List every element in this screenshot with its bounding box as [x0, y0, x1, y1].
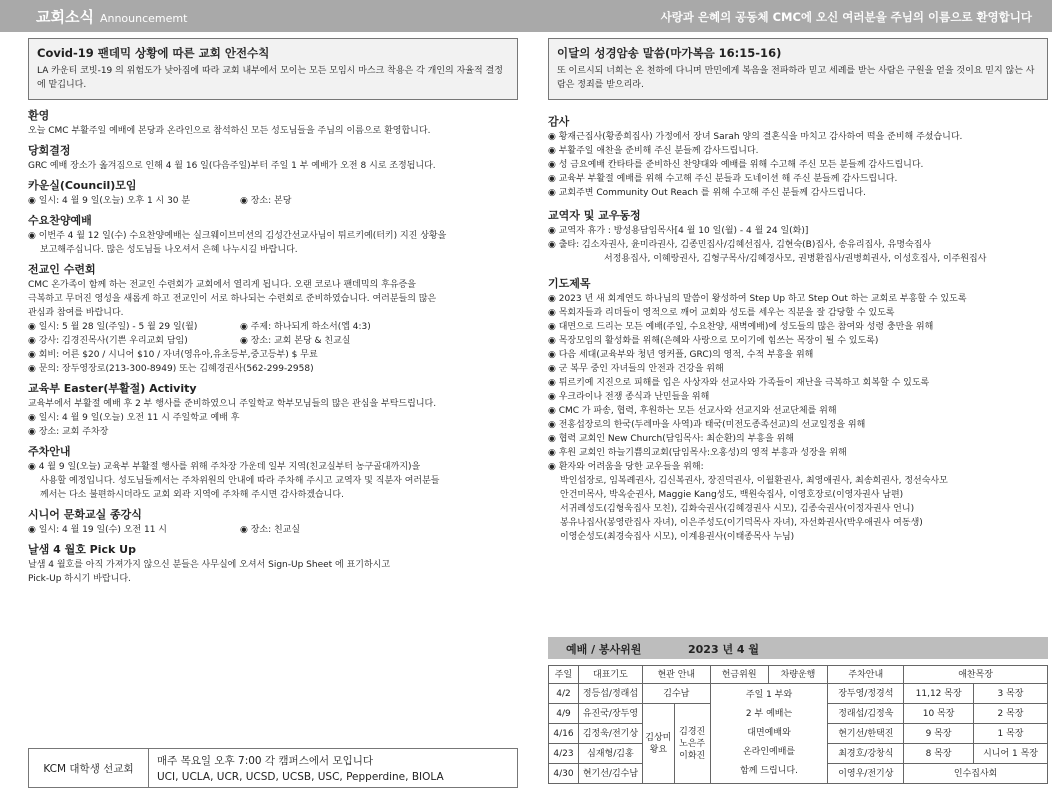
pickup-section	[28, 542, 518, 586]
schedule-title: 예배 / 봉사위원	[566, 643, 642, 656]
council-place: ◉ 장소: 본당	[240, 196, 292, 206]
prayer-item: ◉ 다음 세대(교육부와 청년 영커플, GRC)의 영적, 수적 부흥을 위해	[548, 350, 814, 360]
row-usher: 김수남	[642, 684, 710, 704]
staff-line-3: 서정용집사, 이혜랑권사, 김형구목사/김혜경사모, 권병환집사/권병희권사, 이성호집사, 이주원집사	[604, 254, 987, 264]
easter-title: 교육부 Easter(부활절) Activity	[28, 382, 197, 395]
thanks-item: ◉ 교육부 부활절 예배를 위해 수고해 주신 분들과 도네이션 해 주신 분들께 감사드립니다.	[548, 174, 898, 184]
row-date: 4/30	[549, 764, 579, 784]
senior-date: ◉ 일시: 4 월 19 일(수) 오전 11 시	[28, 525, 167, 535]
row-mokjang-2: 시니어 1 목장	[974, 744, 1048, 764]
prayer-title: 기도제목	[548, 277, 591, 290]
retreat-line-3: 관심과 참여를 바랍니다.	[28, 308, 124, 318]
retreat-contact: ◉ 문의: 장두영장로(213-300-8949) 또는 김혜경권사(562-299-2958)	[28, 364, 314, 374]
covid-box	[28, 38, 518, 100]
row-date: 4/23	[549, 744, 579, 764]
row-mokjang-2: 3 목장	[974, 684, 1048, 704]
parking-line-2: 사용할 예정입니다. 성도님들께서는 주차위원의 안내에 따라 주차해 주시고 교역자 및 직분자 여러분들	[40, 476, 440, 486]
prayer-patients: 박인섭장로, 임복례권사, 김신복권사, 장진덕권사, 이월환권사, 최영애권사, 최송희권사, 정선숙사모	[560, 476, 948, 486]
prayer-patients: 이영순성도(최경숙집사 시모), 이계용권사(이태종목사 누님)	[560, 532, 795, 542]
prayer-item: ◉ 군 복무 중인 자녀들의 안전과 건강을 위해	[548, 364, 724, 374]
prayer-patients: 봉유나집사(봉영란집사 자녀), 이은주성도(이기덕목사 자녀), 자선화권사(박우애권사 여동생)	[560, 518, 923, 528]
council-title: 카운실(Council)모임	[28, 179, 137, 192]
schedule-header	[548, 637, 1048, 659]
welcome-body: 오늘 CMC 부활주일 예배에 본당과 온라인으로 참석하신 모든 성도님들을 주님의 이름으로 환영합니다.	[28, 126, 431, 136]
prayer-item: ◉ 후원 교회인 하늘기쁨의교회(담임목사:오홍성)의 영적 부흥과 성장을 위해	[548, 448, 847, 458]
covid-title: Covid-19 팬데믹 상황에 따른 교회 안전수칙	[37, 46, 270, 60]
col-header: 애찬목장	[904, 666, 1048, 684]
schedule-header-row	[549, 666, 1048, 684]
retreat-place: ◉ 장소: 교회 본당 & 친교실	[240, 336, 351, 346]
retreat-section	[28, 262, 518, 376]
welcome-title: 환영	[28, 109, 50, 122]
welcome-section	[28, 108, 518, 138]
senior-section	[28, 507, 518, 537]
easter-line-1: 교육부에서 부활절 예배 후 2 부 행사를 준비하였으니 주일학교 학부모님들의 많은 관심을 부탁드립니다.	[28, 399, 437, 409]
verse-box	[548, 38, 1048, 100]
kcm-line-2: UCI, UCLA, UCR, UCSD, UCSB, USC, Pepperdine, BIOLA	[157, 771, 444, 783]
row-parking: 최경호/강창식	[828, 744, 904, 764]
row-mokjang: 8 목장	[904, 744, 974, 764]
retreat-fee: ◉ 회비: 어른 $20 / 시니어 $10 / 자녀(영유아,유초등부,중고등부) $ 무료	[28, 350, 318, 360]
schedule-table	[548, 665, 1048, 784]
staff-line-1: ◉ 교역자 휴가 : 방성용담임목사[4 월 10 일(월) - 4 월 24 일(화)]	[548, 226, 809, 236]
parking-line-1: ◉ 4 월 9 일(오늘) 교육부 부활절 행사를 위해 주차장 가운데 일부 지역(친교실부터 농구골대까지)을	[28, 462, 421, 472]
staff-line-2: ◉ 출타: 김소자권사, 윤미라권사, 김종민집사/김혜선집사, 김현숙(B)집사, 송유리집사, 유명숙집사	[548, 240, 932, 250]
row-mokjang: 9 목장	[904, 724, 974, 744]
parking-line-3: 께서는 다소 불편하시더라도 교회 외곽 지역에 주차해 주시면 감사하겠습니다.	[40, 490, 344, 500]
retreat-speaker: ◉ 강사: 김경진목사(기쁜 우리교회 담임)	[28, 336, 188, 346]
col-header: 차량운행	[768, 666, 828, 684]
row-mokjang-2: 1 목장	[974, 724, 1048, 744]
note-line: 함께 드립니다.	[740, 766, 798, 776]
prayer-item: ◉ 우크라이나 전쟁 종식과 난민들을 위해	[548, 392, 710, 402]
row-parking: 장두영/정경석	[828, 684, 904, 704]
pickup-line-1: 날샘 4 월호를 아직 가져가지 않으신 분들은 사무실에 오셔서 Sign-Up Sheet 에 표기하시고	[28, 560, 391, 570]
row-mokjang: 인수집사회	[904, 764, 1048, 784]
banner-title	[36, 6, 187, 27]
prayer-patients: 안건미목사, 박옥순권사, Maggie Kang성도, 백원숙집사, 이영호장로(이영자권사 남편)	[560, 490, 904, 500]
prayer-item: ◉ 협력 교회인 New Church(담임목사: 최순환)의 부흥을 위해	[548, 434, 794, 444]
retreat-date: ◉ 일시: 5 월 28 일(주일) - 5 월 29 일(월)	[28, 322, 198, 332]
decision-body: GRC 예배 장소가 옮겨짐으로 인해 4 월 16 일(다음주일)부터 주일 1 부 예배가 오전 8 시로 조정됩니다.	[28, 161, 436, 171]
header-banner	[0, 0, 1052, 32]
decision-title: 당회결정	[28, 144, 71, 157]
easter-section	[28, 381, 518, 439]
kcm-name: KCM 대학생 선교회	[29, 749, 149, 787]
row-parking: 이영우/전기상	[828, 764, 904, 784]
row-date: 4/2	[549, 684, 579, 704]
usher-name: 노은주	[679, 738, 706, 749]
retreat-title: 전교인 수련회	[28, 263, 96, 276]
thanks-item: ◉ 부활주일 애찬을 준비해 주신 분들께 감사드립니다.	[548, 146, 759, 156]
thanks-item: ◉ 성 금요예배 칸타타를 준비하신 찬양대와 예배를 위해 수고해 주신 모든 분들께 감사드립니다.	[548, 160, 924, 170]
prayer-item: ◉ 전홍섭장로의 한국(두레마을 사역)과 태국(미전도종족선교)의 선교일정을 위해	[548, 420, 866, 430]
prayer-patients: 서귀례성도(김형욱집사 모친), 김화숙권사(김혜경권사 시모), 김종숙권사(이정자권사 언니)	[560, 504, 915, 514]
prayer-item: ◉ 대면으로 드리는 모든 예배(주일, 수요찬양, 새벽예배)에 성도들의 많은 참여와 성령 충만을 위해	[548, 322, 934, 332]
staff-title: 교역자 및 교우동정	[548, 209, 641, 222]
thanks-item: ◉ 교회주변 Community Out Reach 를 위해 수고해 주신 분들께 감사드립니다.	[548, 188, 866, 198]
row-date: 4/9	[549, 704, 579, 724]
council-date: ◉ 일시: 4 월 9 일(오늘) 오후 1 시 30 분	[28, 196, 191, 206]
verse-body: 또 이르시되 너희는 온 천하에 다니며 만민에게 복음을 전파하라 믿고 세례를 받는 사람은 구원을 얻을 것이요 믿지 않는 사람은 정죄를 받으리라.	[557, 66, 1035, 90]
retreat-row-2	[28, 334, 518, 348]
thanks-item: ◉ 황재근집사(황종희집사) 가정에서 장녀 Sarah 양의 결혼식을 마치고 감사하여 떡을 준비해 주셨습니다.	[548, 132, 963, 142]
kcm-info	[149, 749, 452, 787]
kcm-line-1: 매주 목요일 오후 7:00 각 캠퍼스에서 모입니다	[157, 755, 374, 767]
senior-title: 시니어 문화교실 종강식	[28, 508, 142, 521]
covid-body: LA 카운티 코빗-19 의 위험도가 낮아짐에 따라 교회 내부에서 모이는 모든 모임시 마스크 착용은 각 개인의 자율적 결정에 맡깁니다.	[37, 66, 503, 90]
prayer-section	[548, 276, 1048, 544]
row-prayer: 유진국/장두영	[578, 704, 642, 724]
usher-name: 김경진	[679, 726, 706, 737]
retreat-theme: ◉ 주제: 하나되게 하소서(엡 4:3)	[240, 322, 371, 332]
right-column	[548, 38, 1048, 544]
wednesday-line-1: ◉ 이번주 4 월 12 일(수) 수요찬양예배는 실크웨이브미션의 김성간선교사님이 튀르키예(터키) 지진 상황을	[28, 231, 447, 241]
easter-place: ◉ 장소: 교회 주차장	[28, 427, 109, 437]
row-mokjang-2: 2 목장	[974, 704, 1048, 724]
senior-place: ◉ 장소: 친교실	[240, 525, 301, 535]
banner-title-ko: 교회소식	[36, 8, 94, 26]
parking-title: 주차안내	[28, 445, 71, 458]
wednesday-section	[28, 213, 518, 257]
verse-title: 이달의 성경암송 말씀(마가복음 16:15-16)	[557, 46, 782, 60]
col-header: 주차안내	[828, 666, 904, 684]
thanks-title: 감사	[548, 115, 570, 128]
banner-welcome: 사랑과 은혜의 공동체 CMC에 오신 여러분을 주님의 이름으로 환영합니다	[660, 10, 1032, 24]
row-prayer: 현기선/김수남	[578, 764, 642, 784]
row-mokjang: 11,12 목장	[904, 684, 974, 704]
table-row	[549, 684, 1048, 704]
prayer-item: ◉ 튀르키예 지진으로 피해를 입은 사상자와 선교사와 가족들이 재난을 극복하고 회복할 수 있도록	[548, 378, 930, 388]
row-offering	[674, 704, 710, 784]
row-parking: 현기선/한택진	[828, 724, 904, 744]
note-line: 주일 1 부와	[745, 690, 793, 700]
pickup-line-2: Pick-Up 하시기 바랍니다.	[28, 574, 131, 584]
prayer-item: ◉ CMC 가 파송, 협력, 후원하는 모든 선교사와 선교지와 선교단체를 위해	[548, 406, 837, 416]
row-prayer: 김정욱/전기상	[578, 724, 642, 744]
parking-section	[28, 444, 518, 502]
staff-section	[548, 208, 1048, 266]
thanks-section	[548, 114, 1048, 200]
retreat-line-2: 극복하고 무뎌진 영성을 새롭게 하고 전교인이 서로 하나되는 수련회로 준비하였습니다. 여러분들의 많은	[28, 294, 437, 304]
col-header: 대표기도	[578, 666, 642, 684]
prayer-item: ◉ 목회자들과 리더들이 영적으로 깨어 교회와 성도를 세우는 직분을 잘 감당할 수 있도록	[548, 308, 895, 318]
note-line: 온라인예배를	[742, 747, 796, 757]
senior-info	[28, 523, 518, 537]
col-header: 현관 안내	[642, 666, 710, 684]
easter-date: ◉ 일시: 4 월 9 일(오늘) 오전 11 시 주일학교 예배 후	[28, 413, 240, 423]
wednesday-line-2: 보고해주십니다. 많은 성도님들 나오셔서 은혜 나누시길 바랍니다.	[40, 245, 298, 255]
row-prayer: 심재형/김홍	[578, 744, 642, 764]
prayer-item: ◉ 2023 년 새 회계연도 하나님의 말씀이 왕성하여 Step Up 하고 Step Out 하는 교회로 부흥할 수 있도록	[548, 294, 967, 304]
kcm-box	[28, 748, 518, 788]
row-prayer: 정등섭/정래섭	[578, 684, 642, 704]
council-section	[28, 178, 518, 208]
row-usher	[642, 704, 674, 784]
note-line: 2 부 예배는	[745, 709, 793, 719]
row-date: 4/16	[549, 724, 579, 744]
prayer-item: ◉ 환자와 어려움을 당한 교우들을 위해:	[548, 462, 704, 472]
retreat-line-1: CMC 온가족이 함께 하는 전교인 수련회가 교회에서 열리게 됩니다. 오랜 코로나 팬데믹의 후유증을	[28, 280, 416, 290]
note-line: 대면예배와	[747, 728, 791, 738]
usher-name: 이화진	[679, 750, 706, 761]
row-mokjang: 10 목장	[904, 704, 974, 724]
decision-section	[28, 143, 518, 173]
retreat-row-1	[28, 320, 518, 334]
banner-title-en: Announcememt	[99, 12, 188, 25]
wednesday-title: 수요찬양예배	[28, 214, 92, 227]
pickup-title: 날샘 4 월호 Pick Up	[28, 543, 136, 556]
worship-note	[710, 684, 828, 784]
row-parking: 정래섭/김정욱	[828, 704, 904, 724]
schedule-month: 2023 년 4 월	[688, 643, 760, 656]
col-header: 주일	[549, 666, 579, 684]
council-info	[28, 194, 518, 208]
usher-names: 김상미 왕요	[645, 732, 672, 755]
left-column	[28, 38, 518, 586]
col-header: 헌금위원	[710, 666, 768, 684]
prayer-item: ◉ 목장모임의 활성화를 위해(은혜와 사랑으로 모이기에 힘쓰는 목장이 될 수 있도록)	[548, 336, 879, 346]
